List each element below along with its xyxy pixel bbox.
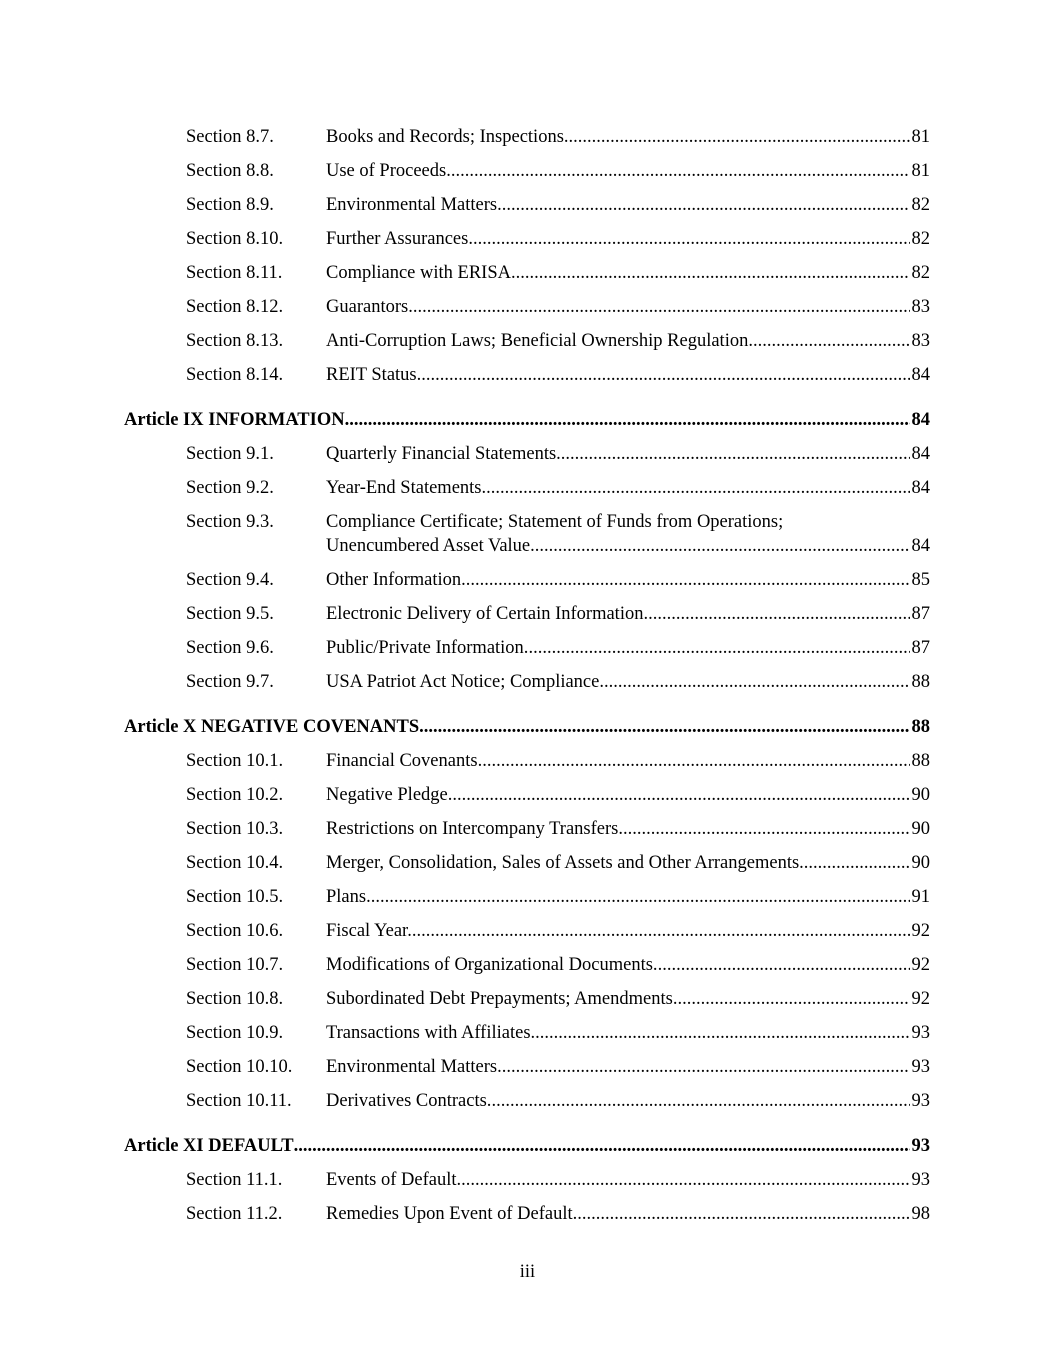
- toc-section-entry[interactable]: [124, 914, 930, 948]
- entry-title: Negative Pledge.: [326, 785, 453, 805]
- section-number: Section 10.5.: [186, 887, 284, 907]
- page-number: 87: [911, 604, 930, 624]
- section-number: Section 8.9.: [186, 195, 274, 215]
- toc-section-entry[interactable]: [124, 358, 930, 392]
- entry-line: [326, 256, 930, 290]
- page-number: 84: [911, 478, 930, 498]
- page-number: 82: [911, 229, 930, 249]
- entry-title: Use of Proceeds: [326, 161, 447, 181]
- entry-title: Events of Default.: [326, 1170, 462, 1190]
- entry-line: [326, 324, 930, 358]
- toc-section-entry[interactable]: [124, 120, 930, 154]
- entry-title: Compliance Certificate; Statement of Funds from Operations;: [326, 512, 784, 532]
- section-number: Section 10.7.: [186, 955, 284, 975]
- section-number: Section 8.10.: [186, 229, 284, 249]
- section-number: Section 10.10.: [186, 1057, 293, 1077]
- entry-body: [124, 710, 930, 744]
- entry-title: USA Patriot Act Notice; Compliance.: [326, 672, 604, 692]
- dot-leader: [530, 534, 909, 558]
- entry-body: [326, 222, 930, 256]
- entry-title: Financial Covenants.: [326, 751, 483, 771]
- entry-line: [326, 1163, 930, 1197]
- page-number: 93: [911, 1057, 930, 1077]
- page-number: 90: [911, 853, 930, 873]
- dot-leader: [413, 290, 910, 324]
- entry-line: [326, 982, 930, 1016]
- page-number: 81: [911, 161, 930, 181]
- entry-body: [326, 505, 930, 558]
- entry-body: [326, 631, 930, 665]
- section-number: Section 10.6.: [186, 921, 284, 941]
- page-number: 93: [911, 1136, 930, 1156]
- entry-body: [326, 1163, 930, 1197]
- entry-body: [326, 1197, 930, 1231]
- toc-article-entry[interactable]: [124, 710, 930, 744]
- article-title: Article X NEGATIVE COVENANTS: [124, 717, 420, 737]
- page-number: 90: [911, 819, 930, 839]
- entry-line: [326, 846, 930, 880]
- entry-title: Environmental Matters: [326, 1057, 498, 1077]
- toc-section-entry[interactable]: [124, 256, 930, 290]
- section-number: Section 10.9.: [186, 1023, 284, 1043]
- section-number: Section 9.3.: [186, 512, 274, 532]
- entry-line: [326, 358, 930, 392]
- entry-title: Anti-Corruption Laws; Beneficial Ownership Regulation.: [326, 331, 753, 351]
- entry-body: [326, 1084, 930, 1118]
- entry-line: [326, 1084, 930, 1118]
- dot-leader: [535, 1016, 909, 1050]
- entry-line: [326, 1016, 930, 1050]
- entry-title: Merger, Consolidation, Sales of Assets and Other Arrangements: [326, 853, 800, 873]
- entry-body: [326, 154, 930, 188]
- entry-title: Further Assurances: [326, 229, 469, 249]
- entry-body: [326, 471, 930, 505]
- entry-body: [326, 914, 930, 948]
- toc-article-entry[interactable]: [124, 403, 930, 437]
- section-number: Section 10.11.: [186, 1091, 292, 1111]
- toc-section-entry[interactable]: [124, 222, 930, 256]
- entry-line: [326, 290, 930, 324]
- entry-line: [124, 710, 930, 744]
- toc-section-entry[interactable]: [124, 324, 930, 358]
- entry-title-line1: [326, 510, 930, 534]
- dot-leader: [561, 437, 910, 471]
- entry-body: [326, 188, 930, 222]
- page-number: 84: [911, 365, 930, 385]
- page-number: 88: [911, 672, 930, 692]
- dot-leader: [497, 188, 909, 222]
- entry-title: Guarantors.: [326, 297, 413, 317]
- toc-section-entry[interactable]: [124, 597, 930, 631]
- entry-body: [326, 120, 930, 154]
- toc-section-entry[interactable]: [124, 880, 930, 914]
- page-number: 82: [911, 195, 930, 215]
- entry-title: Transactions with Affiliates.: [326, 1023, 536, 1043]
- entry-line: [326, 222, 930, 256]
- entry-title: Unencumbered Asset Value: [326, 536, 531, 556]
- entry-line: [326, 812, 930, 846]
- article-title: Article XI DEFAULT: [124, 1136, 294, 1156]
- page-number: 84: [911, 536, 930, 556]
- entry-line: [326, 534, 930, 558]
- toc-section-entry[interactable]: [124, 290, 930, 324]
- entry-title: Restrictions on Intercompany Transfers.: [326, 819, 623, 839]
- toc-section-entry[interactable]: [124, 778, 930, 812]
- entry-body: [326, 665, 930, 699]
- dot-leader: [294, 1129, 910, 1163]
- entry-line: [326, 437, 930, 471]
- toc-section-entry[interactable]: [124, 1197, 930, 1231]
- section-number: Section 11.2.: [186, 1204, 283, 1224]
- page-number: 85: [911, 570, 930, 590]
- dot-leader: [511, 256, 910, 290]
- page-number: 91: [911, 887, 930, 907]
- entry-title: Modifications of Organizational Documents.: [326, 955, 658, 975]
- page-number: 81: [911, 127, 930, 147]
- toc-section-entry[interactable]: [124, 846, 930, 880]
- section-number: Section 8.8.: [186, 161, 274, 181]
- dot-leader: [452, 778, 909, 812]
- toc-section-entry[interactable]: [124, 437, 930, 471]
- toc-article-entry[interactable]: [124, 1129, 930, 1163]
- toc-section-entry[interactable]: [124, 1016, 930, 1050]
- dot-leader: [577, 1197, 909, 1231]
- page-number: 87: [911, 638, 930, 658]
- dot-leader: [799, 846, 909, 880]
- entry-body: [326, 778, 930, 812]
- entry-title: REIT Status.: [326, 365, 422, 385]
- dot-leader: [419, 710, 909, 744]
- entry-body: [326, 982, 930, 1016]
- entry-title: Other Information.: [326, 570, 466, 590]
- dot-leader: [461, 1163, 909, 1197]
- section-number: Section 11.1.: [186, 1170, 283, 1190]
- toc-section-entry[interactable]: [124, 665, 930, 699]
- toc-section-entry[interactable]: [124, 471, 930, 505]
- toc-section-entry[interactable]: [124, 188, 930, 222]
- page-number: 93: [911, 1170, 930, 1190]
- entry-title: Remedies Upon Event of Default.: [326, 1204, 578, 1224]
- entry-body: [326, 563, 930, 597]
- section-number: Section 8.12.: [186, 297, 284, 317]
- section-number: Section 8.14.: [186, 365, 284, 385]
- entry-line: [326, 597, 930, 631]
- entry-body: [326, 948, 930, 982]
- section-number: Section 8.11.: [186, 263, 283, 283]
- page-number: 82: [911, 263, 930, 283]
- page-number: 93: [911, 1091, 930, 1111]
- page-number: 84: [911, 444, 930, 464]
- dot-leader: [753, 324, 910, 358]
- toc-section-entry[interactable]: [124, 982, 930, 1016]
- entry-line: [326, 744, 930, 778]
- dot-leader: [604, 665, 910, 699]
- entry-title: Environmental Matters: [326, 195, 498, 215]
- entry-body: [326, 880, 930, 914]
- toc-section-entry[interactable]: [124, 948, 930, 982]
- entry-title: Compliance with ERISA: [326, 263, 511, 283]
- entry-title: Public/Private Information.: [326, 638, 529, 658]
- entry-line: [326, 948, 930, 982]
- article-title: Article IX INFORMATION: [124, 410, 345, 430]
- dot-leader: [412, 914, 910, 948]
- entry-body: [326, 290, 930, 324]
- section-number: Section 9.4.: [186, 570, 274, 590]
- section-number: Section 9.1.: [186, 444, 274, 464]
- entry-body: [124, 1129, 930, 1163]
- page-number: 92: [911, 989, 930, 1009]
- entry-body: [326, 324, 930, 358]
- dot-leader: [497, 1050, 909, 1084]
- entry-line: [124, 1129, 930, 1163]
- page-number: 83: [911, 297, 930, 317]
- dot-leader: [528, 631, 909, 665]
- entry-body: [326, 744, 930, 778]
- entry-line: [326, 880, 930, 914]
- entry-title: Derivatives Contracts.: [326, 1091, 492, 1111]
- entry-line: [326, 188, 930, 222]
- entry-body: [326, 812, 930, 846]
- toc-section-entry[interactable]: [124, 563, 930, 597]
- entry-body: [326, 256, 930, 290]
- page-number: 92: [911, 955, 930, 975]
- page-number: 84: [911, 410, 930, 430]
- entry-line: [326, 665, 930, 699]
- section-number: Section 10.4.: [186, 853, 284, 873]
- entry-line: [326, 120, 930, 154]
- toc-section-entry[interactable]: [124, 505, 930, 563]
- section-number: Section 10.3.: [186, 819, 284, 839]
- entry-title: Fiscal Year.: [326, 921, 412, 941]
- dot-leader: [446, 154, 909, 188]
- entry-title: Plans.: [326, 887, 371, 907]
- toc-section-entry[interactable]: [124, 1163, 930, 1197]
- dot-leader: [466, 563, 910, 597]
- dot-leader: [623, 812, 910, 846]
- entry-body: [326, 437, 930, 471]
- entry-line: [326, 1050, 930, 1084]
- dot-leader: [648, 597, 909, 631]
- entry-line: [326, 471, 930, 505]
- entry-body: [326, 846, 930, 880]
- page-number: 98: [911, 1204, 930, 1224]
- toc-section-entry[interactable]: [124, 812, 930, 846]
- entry-title: Electronic Delivery of Certain Information.: [326, 604, 649, 624]
- section-number: Section 9.5.: [186, 604, 274, 624]
- section-number: Section 8.7.: [186, 127, 274, 147]
- table-of-contents: [124, 120, 930, 1231]
- entry-title: Year-End Statements.: [326, 478, 487, 498]
- dot-leader: [486, 471, 909, 505]
- toc-section-entry[interactable]: [124, 744, 930, 778]
- dot-leader: [371, 880, 910, 914]
- dot-leader: [482, 744, 909, 778]
- page-number: 90: [911, 785, 930, 805]
- entry-line: [124, 403, 930, 437]
- entry-title: Quarterly Financial Statements.: [326, 444, 561, 464]
- page-number: 93: [911, 1023, 930, 1043]
- section-number: Section 8.13.: [186, 331, 284, 351]
- dot-leader: [468, 222, 909, 256]
- entry-title: Subordinated Debt Prepayments; Amendments.: [326, 989, 678, 1009]
- toc-section-entry[interactable]: [124, 154, 930, 188]
- toc-section-entry[interactable]: [124, 1084, 930, 1118]
- page-number: 88: [911, 717, 930, 737]
- entry-body: [326, 358, 930, 392]
- entry-line: [326, 914, 930, 948]
- entry-line: [326, 631, 930, 665]
- section-number: Section 9.7.: [186, 672, 274, 692]
- toc-section-entry[interactable]: [124, 1050, 930, 1084]
- section-number: Section 10.2.: [186, 785, 284, 805]
- toc-section-entry[interactable]: [124, 631, 930, 665]
- entry-title: Books and Records; Inspections.: [326, 127, 569, 147]
- section-number: Section 10.1.: [186, 751, 284, 771]
- entry-line: [326, 778, 930, 812]
- dot-leader: [345, 403, 910, 437]
- page-number: 88: [911, 751, 930, 771]
- entry-body: [326, 597, 930, 631]
- page-number: 83: [911, 331, 930, 351]
- dot-leader: [491, 1084, 909, 1118]
- entry-body: [326, 1016, 930, 1050]
- page-number-footer: iii: [519, 1262, 536, 1282]
- entry-line: [326, 563, 930, 597]
- section-number: Section 10.8.: [186, 989, 284, 1009]
- entry-line: [326, 154, 930, 188]
- entry-body: [326, 1050, 930, 1084]
- dot-leader: [677, 982, 909, 1016]
- entry-body: [124, 403, 930, 437]
- dot-leader: [421, 358, 909, 392]
- dot-leader: [569, 120, 910, 154]
- section-number: Section 9.2.: [186, 478, 274, 498]
- section-number: Section 9.6.: [186, 638, 274, 658]
- page-number: 92: [911, 921, 930, 941]
- entry-line: [326, 1197, 930, 1231]
- dot-leader: [658, 948, 910, 982]
